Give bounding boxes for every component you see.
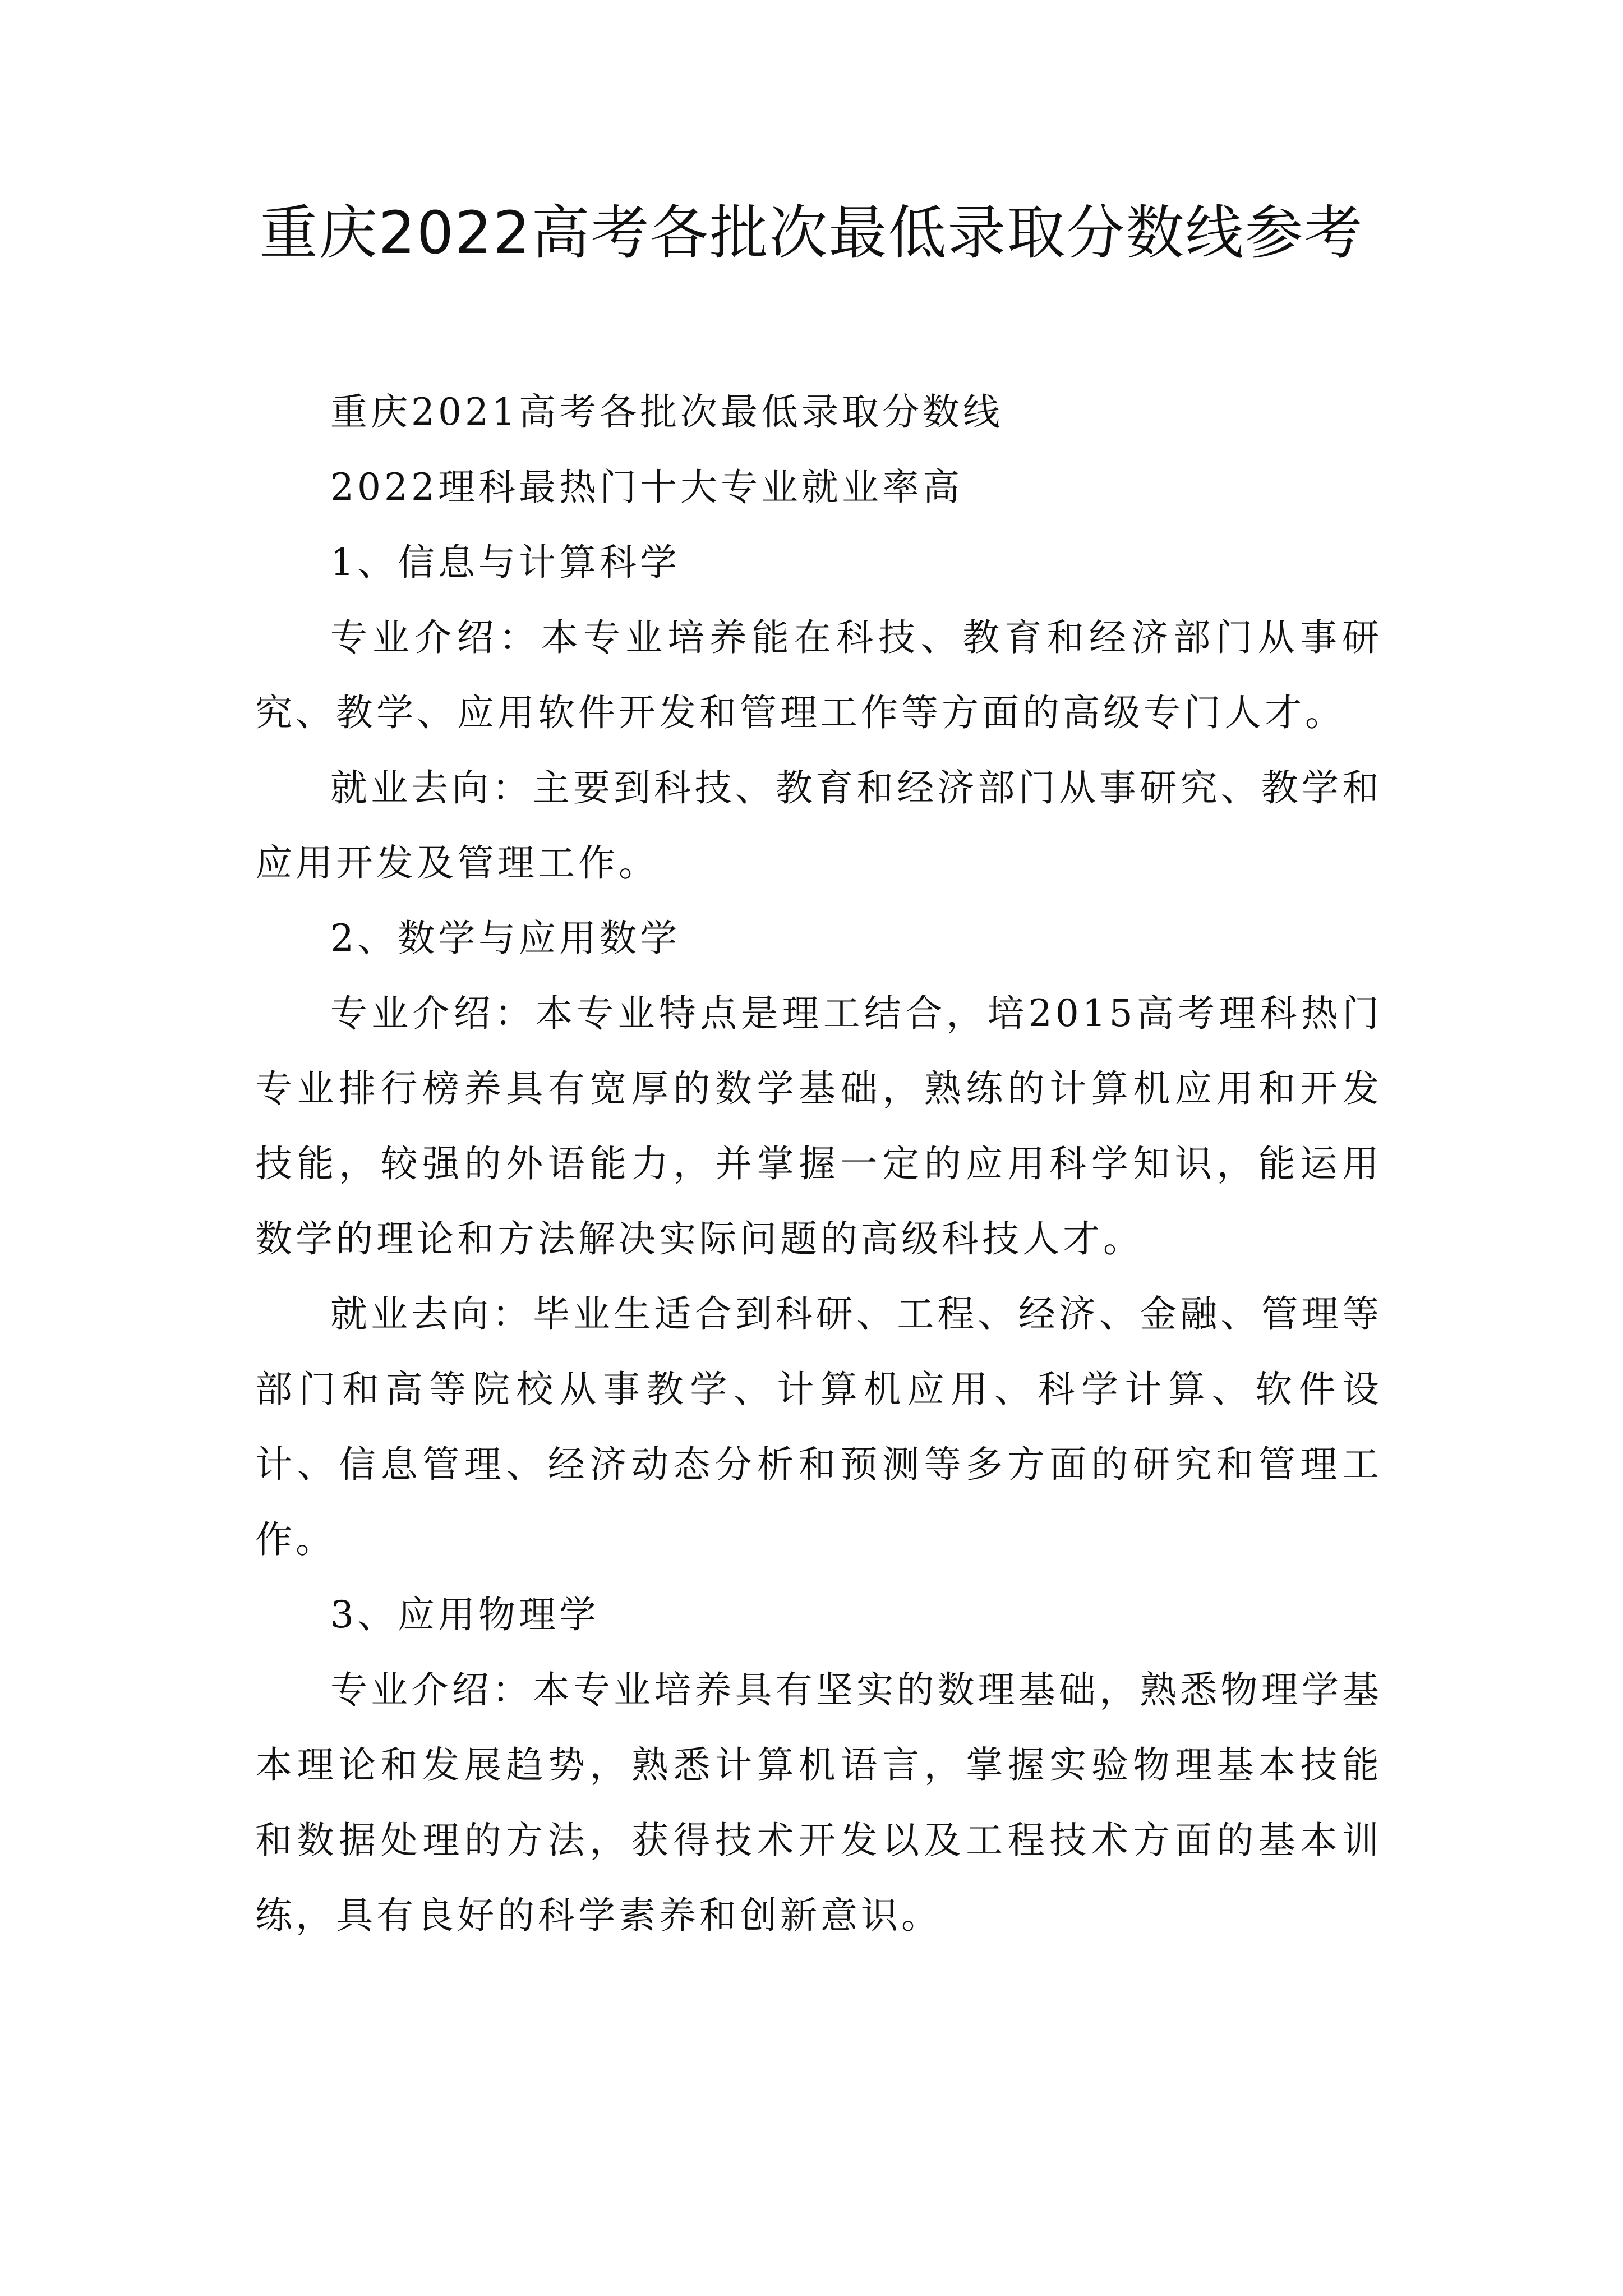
- paragraph-major-1-intro: 专业介绍：本专业培养能在科技、教育和经济部门从事研究、教学、应用软件开发和管理工作等方面的高级专门人才。: [255, 616, 1382, 734]
- paragraph-heading-top-majors: 2022理科最热门十大专业就业率高: [330, 466, 963, 509]
- paragraph-major-3-intro: 专业介绍：本专业培养具有坚实的数理基础，熟悉物理学基本理论和发展趋势，熟悉计算机语言，掌握实验物理基本技能和数据处理的方法，获得技术开发以及工程技术方面的基本训练，具有良好的科学素养和创新意识。: [255, 1668, 1382, 1937]
- paragraph-major-2-title: 2、数学与应用数学: [330, 917, 680, 960]
- document-title: 重庆2022高考各批次最低录取分数线参考: [259, 199, 1364, 267]
- paragraph-major-2-career: 就业去向：毕业生适合到科研、工程、经济、金融、管理等部门和高等院校从事教学、计算机应用、科学计算、软件设计、信息管理、经济动态分析和预测等多方面的研究和管理工作。: [255, 1292, 1382, 1561]
- paragraph-major-2-intro: 专业介绍：本专业特点是理工结合，培2015高考理科热门专业排行榜养具有宽厚的数学基础，熟练的计算机应用和开发技能，较强的外语能力，并掌握一定的应用科学知识，能运用数学的理论和方法解决实际问题的高级科技人才。: [255, 992, 1382, 1260]
- paragraph-major-1-title: 1、信息与计算科学: [330, 541, 680, 584]
- paragraph-major-3-title: 3、应用物理学: [330, 1593, 600, 1636]
- document-body: [255, 375, 1382, 1953]
- paragraph-major-1-career: 就业去向：主要到科技、教育和经济部门从事研究、教学和应用开发及管理工作。: [255, 766, 1382, 885]
- paragraph-heading-2021-scores: 重庆2021高考各批次最低录取分数线: [330, 390, 1003, 434]
